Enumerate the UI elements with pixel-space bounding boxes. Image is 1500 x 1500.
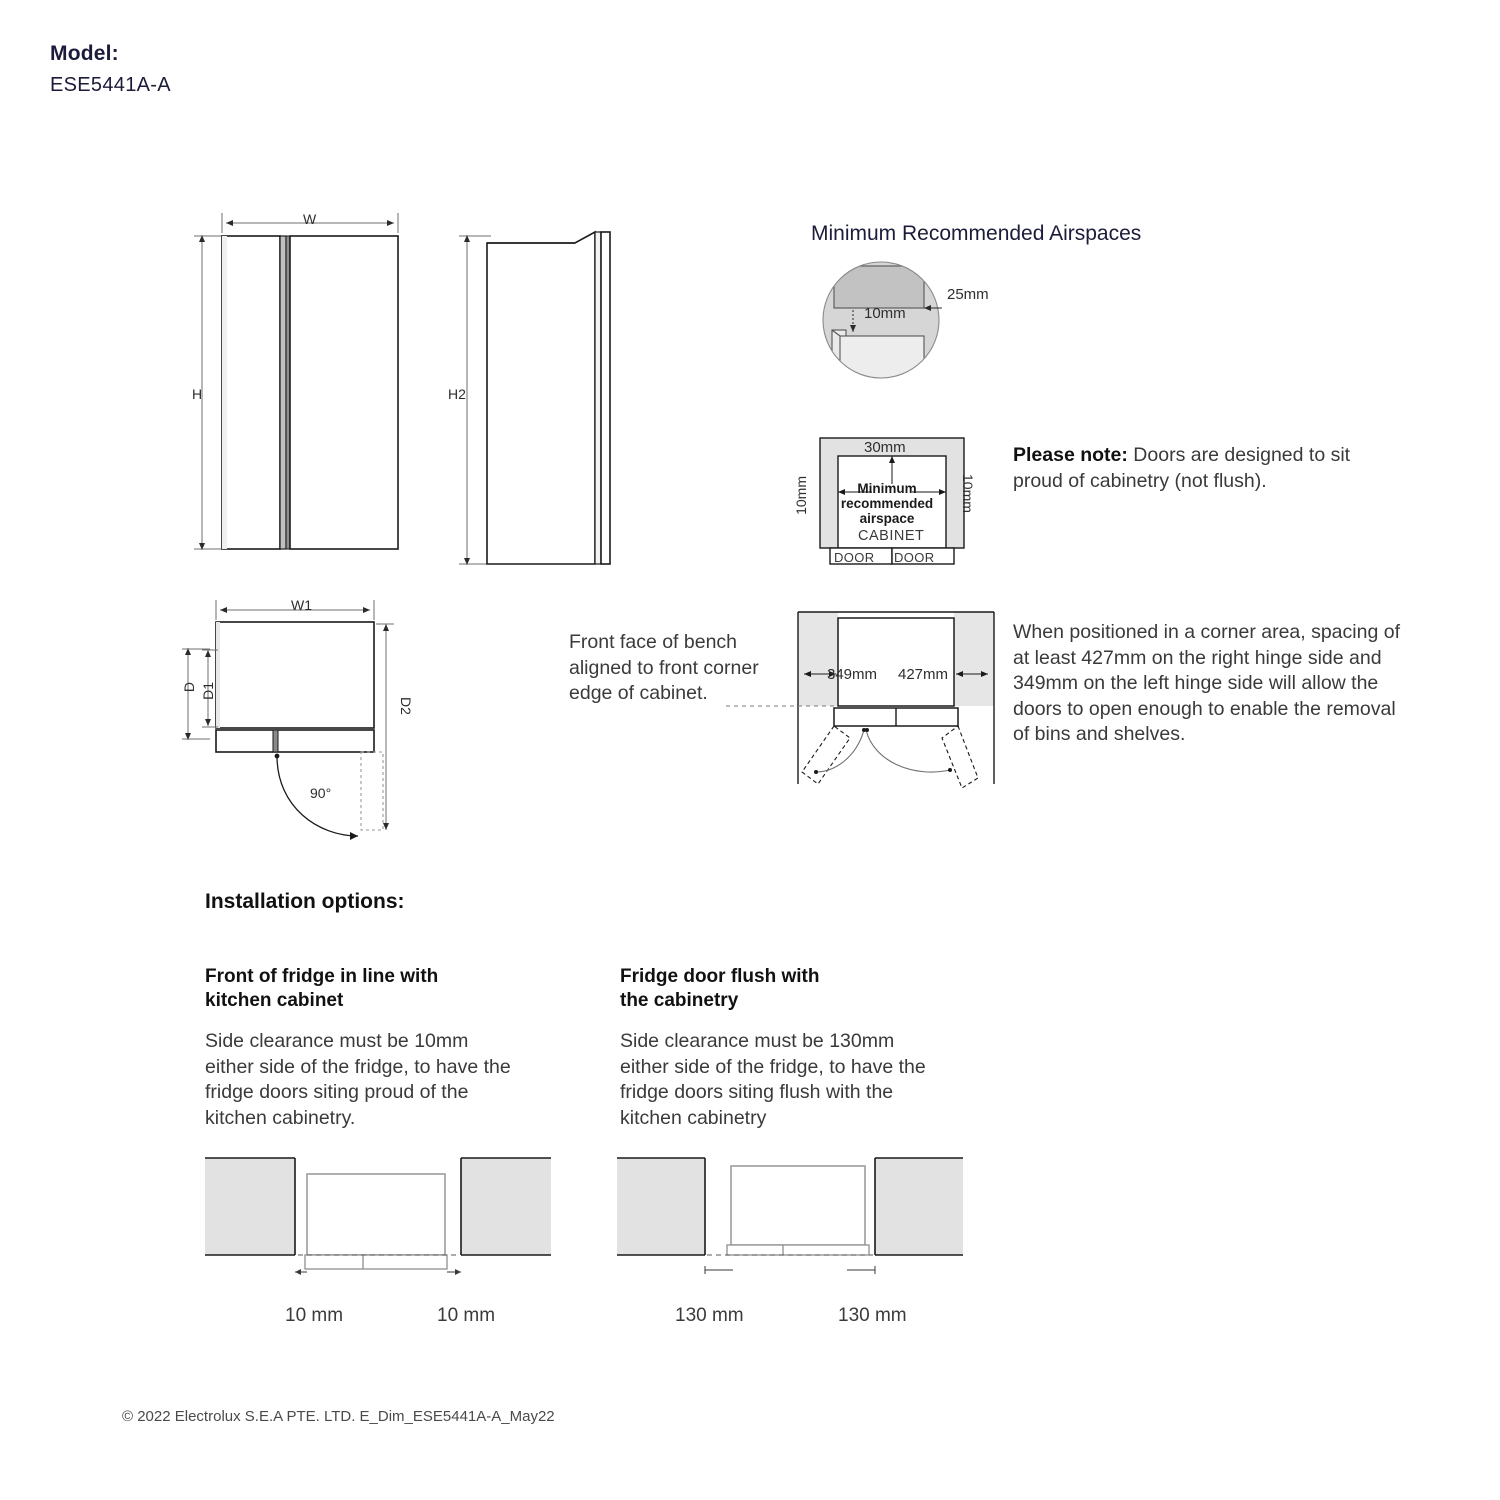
cabinet-label: CABINET [858,528,925,544]
plan-view-angle-label: 90° [310,785,332,801]
plan-view-width-label: W1 [291,597,312,613]
install-option-1-right-dim: 10 mm [437,1305,496,1326]
side-view-height-label: H2 [448,386,466,402]
bench-alignment-note: Front face of bench aligned to front corner edge of cabinet. [569,631,759,704]
install-option-2-right-dim: 130 mm [838,1305,907,1326]
cabinet-plan-airspace-label [838,481,936,526]
cabinet-plan-top-gap: 30mm [864,439,906,456]
please-note [1013,443,1393,494]
plan-view-depth2-label: D2 [398,697,414,715]
cabinet-plan-left-gap: 10mm [793,476,809,515]
plan-view-diagram [178,592,428,857]
front-view-height-label: H [192,386,203,402]
install-option-1-title [205,965,505,1013]
door-right-label: DOOR [894,550,935,565]
install-option-1-body: Side clearance must be 10mm either side of the fridge, to have the fridge doors siting proud of the kitchen cabinetry. [205,1030,511,1129]
airspace-line-2: recommended [840,496,934,511]
please-note-prefix: Please note: [1013,444,1128,466]
copyright-footer: © 2022 Electrolux S.E.A PTE. LTD. E_Dim_ESE5441A-A_May22 [122,1408,555,1425]
airspaces-title: Minimum Recommended Airspaces [811,222,1142,245]
front-view-diagram [180,205,420,575]
install-option-2-title-line2: the cabinetry [620,990,739,1011]
plan-view-depth1-label: D1 [200,682,216,700]
front-view-width-label: W [303,211,317,227]
airspace-line-1: Minimum [857,481,917,496]
plan-view-depth-label: D [181,682,197,693]
installation-heading: Installation options: [205,890,405,913]
airspace-rear-gap-label: 10mm [864,305,906,322]
install-option-1-left-dim: 10 mm [285,1305,344,1326]
model-label: Model: [50,42,119,65]
side-view-diagram [455,205,625,575]
corner-positioning-note: When positioned in a corner area, spacing of at least 427mm on the right hinge side and 349mm on the left hinge side will allow the doors to open enough to enable the removal of bins and shelves. [1013,621,1400,745]
door-left-label: DOOR [834,550,875,565]
corner-right-clearance: 427mm [898,666,949,683]
install-option-2-body: Side clearance must be 130mm either side of the fridge, to have the fridge doors siting flush with the kitchen cabinetry [620,1030,926,1129]
corner-left-clearance: 349mm [827,666,878,683]
please-note-text: Doors are designed to sit proud of cabinetry (not flush). [1013,444,1351,492]
model-number: ESE5441A-A [50,74,171,96]
install-option-2-title-line1: Fridge door flush with [620,966,820,987]
corner-position-diagram [786,606,1006,791]
cabinet-plan-right-gap: 10mm [960,474,976,513]
airspace-line-3: airspace [859,511,915,526]
install-option-2-title [620,965,920,1013]
install-option-1-diagram [203,1150,553,1280]
airspace-top-gap-label: 25mm [947,286,989,303]
install-option-1-title-line1: Front of fridge in line with [205,966,439,987]
install-option-1-title-line2: kitchen cabinet [205,990,344,1011]
install-option-2-diagram [615,1150,965,1280]
install-option-2-left-dim: 130 mm [675,1305,744,1326]
